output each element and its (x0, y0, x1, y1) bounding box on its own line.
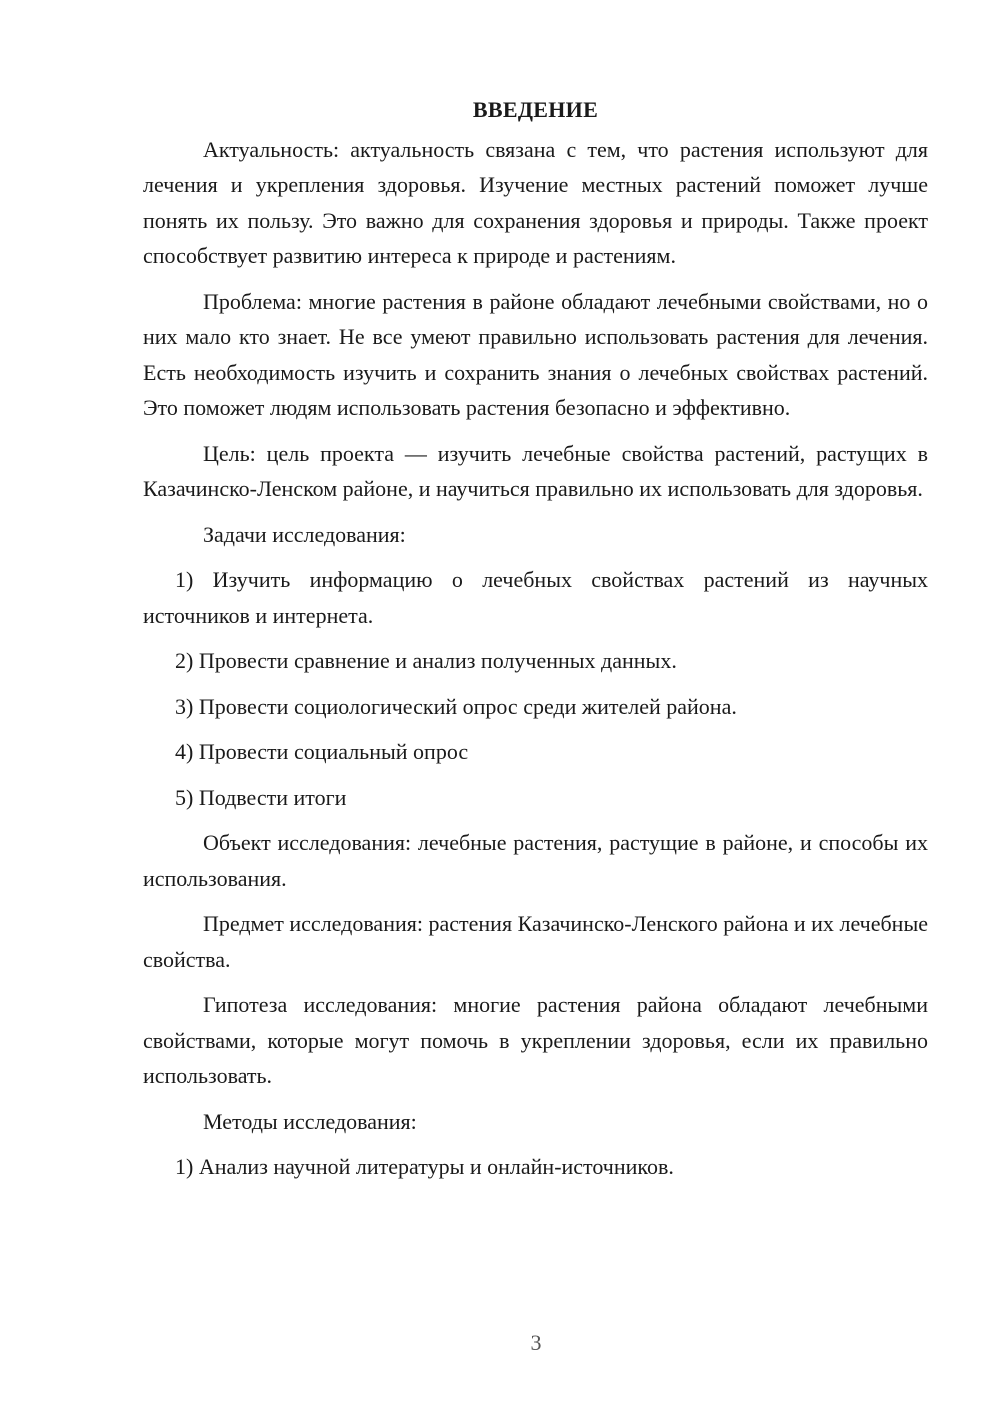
subject-paragraph: Предмет исследования: растения Казачинско-Ленского района и их лечебные свойства. (143, 911, 928, 972)
page-number: 3 (530, 1330, 542, 1355)
problem-paragraph: Проблема: многие растения в районе обладают лечебными свойствами, но о них мало кто знает. Не все умеют правильно использовать растения для лечения. Есть необходимость изучить и сохранить знания о лечебных свойствах растений. Это поможет людям использовать растения безопасно и эффективно. (143, 288, 928, 420)
goal-paragraph: Цель: цель проекта — изучить лечебные свойства растений, растущих в Казачинско-Ленском районе, и научиться правильно их использовать для здоровья. (143, 440, 928, 501)
task-item: 5) Подвести итоги (175, 784, 347, 810)
hypothesis-paragraph: Гипотеза исследования: многие растения района обладают лечебными свойствами, которые могут помочь в укреплении здоровья, если их правильно использовать. (143, 992, 928, 1088)
relevance-paragraph: Актуальность: актуальность связана с тем, что растения используют для лечения и укрепления здоровья. Изучение местных растений поможет лучше понять их пользу. Это важно для сохранения здоровья и природы. Также проект способствует развитию интереса к природе и растениям. (143, 136, 928, 268)
tasks-heading: Задачи исследования: (203, 521, 406, 547)
task-item: 2) Провести сравнение и анализ полученных данных. (175, 648, 677, 673)
task-item: 4) Провести социальный опрос (175, 739, 469, 764)
task-item: 1) Изучить информацию о лечебных свойствах растений из научных источников и интернета. (143, 567, 928, 628)
task-item: 3) Провести социологический опрос среди жителей района. (175, 693, 737, 719)
section-title: ВВЕДЕНИЕ (472, 97, 599, 122)
methods-heading: Методы исследования: (203, 1108, 417, 1134)
page-content (143, 92, 928, 1195)
method-item: 1) Анализ научной литературы и онлайн-источников. (175, 1154, 674, 1179)
object-paragraph: Объект исследования: лечебные растения, растущие в районе, и способы их использования. (143, 830, 928, 891)
